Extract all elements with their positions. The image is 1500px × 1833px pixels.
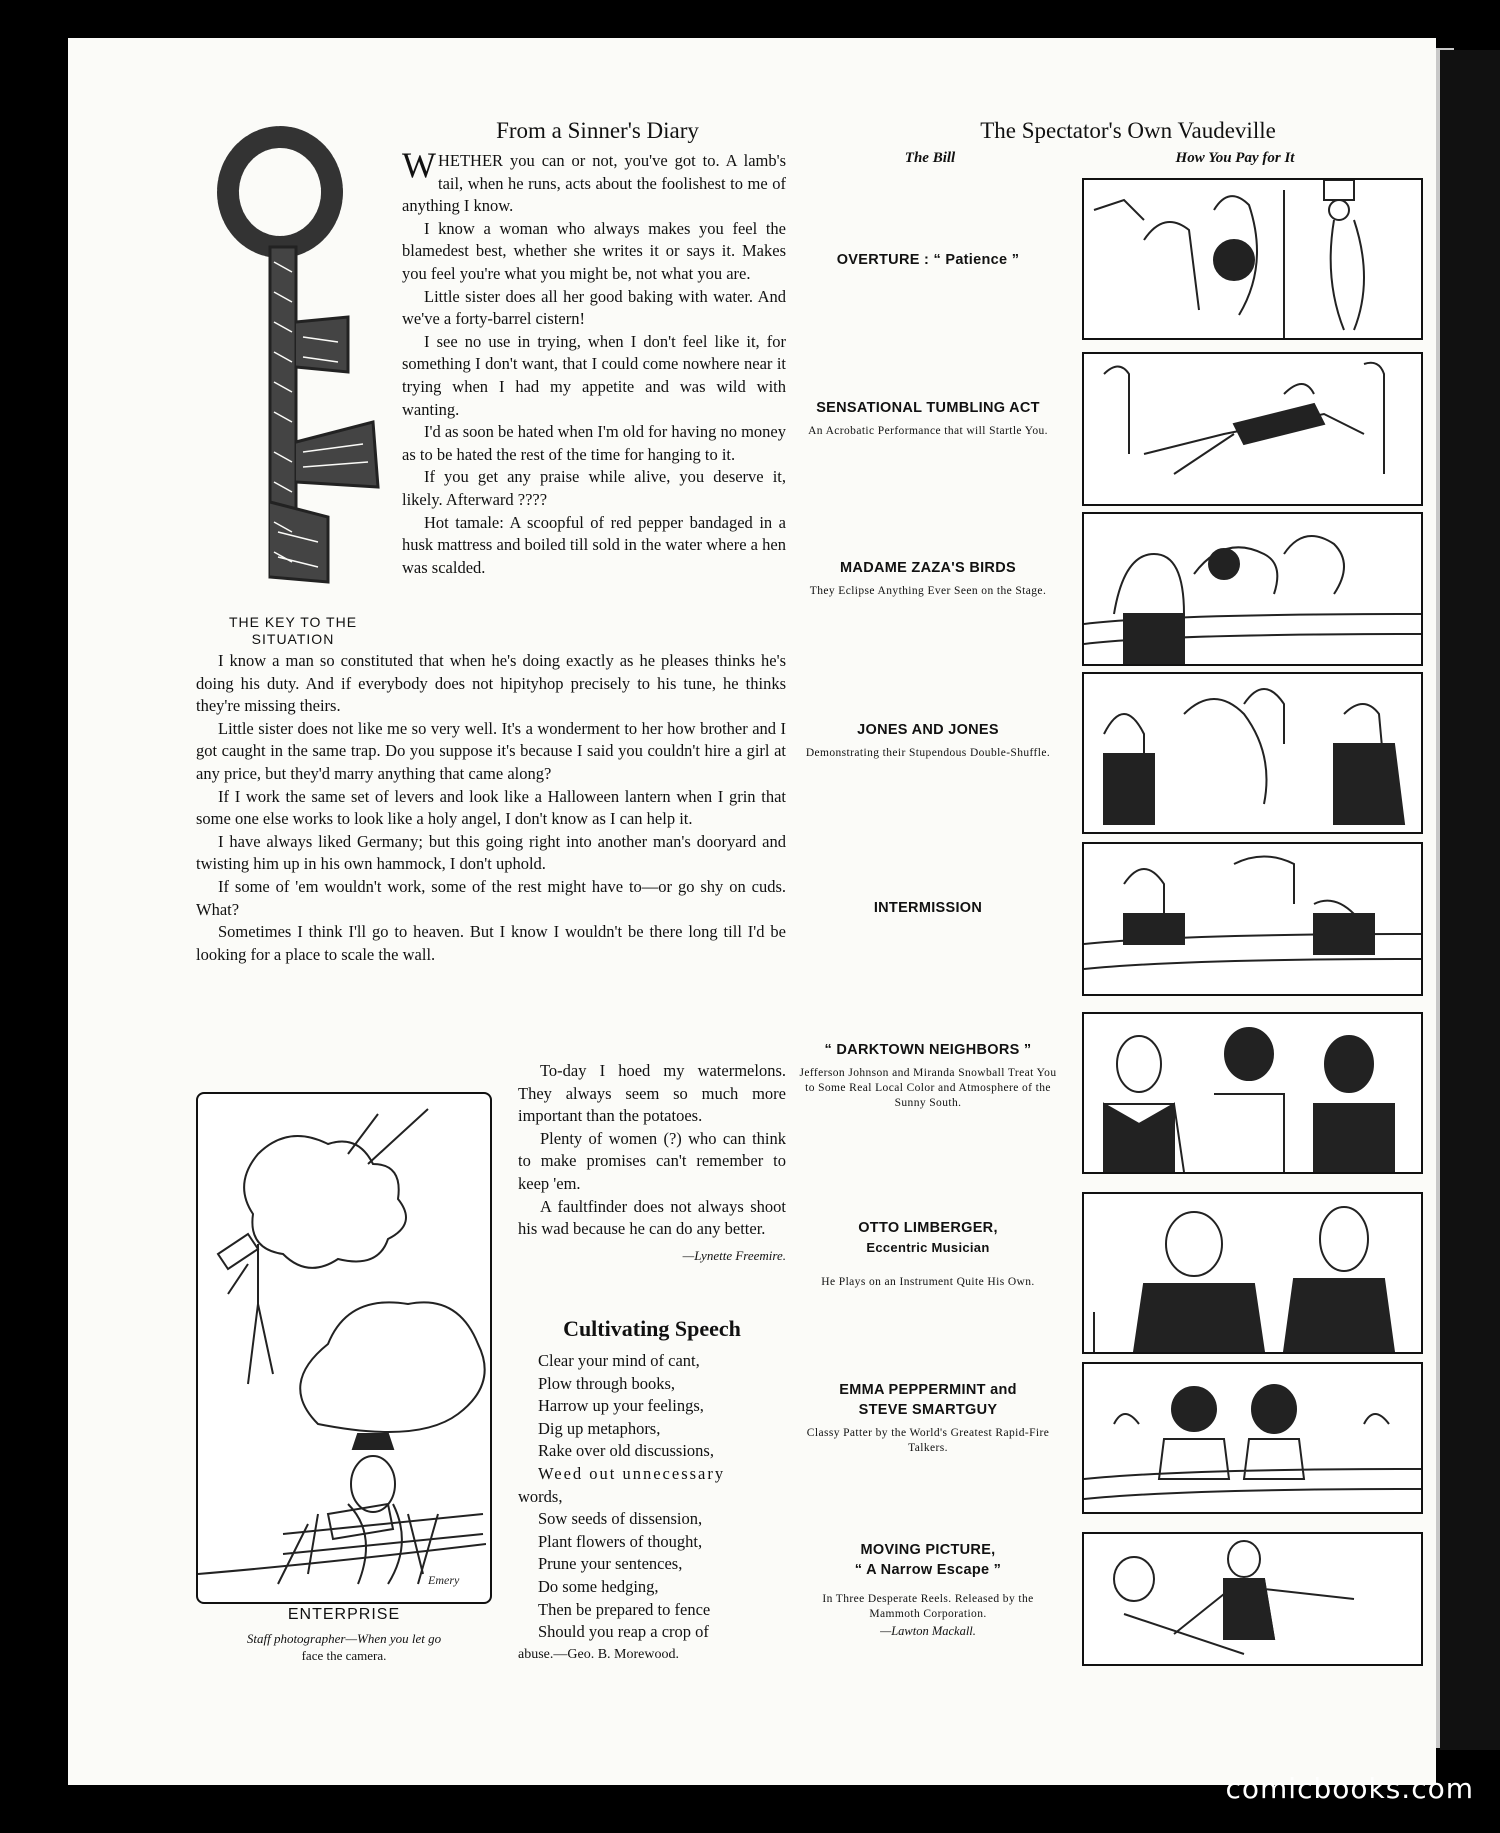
diary-paragraph: To-day I hoed my watermelons. They always seem so much more important than the potatoes.	[518, 1061, 786, 1126]
diary-paragraph: Sometimes I think I'll go to heaven. But I know I wouldn't be there long till I'd be looking for a place to scale the wall.	[196, 922, 786, 964]
diary-paragraph: If I work the same set of levers and look like a Halloween lantern when I grin that some one else works to look like a holy angel, I don't know as I can help it.	[196, 786, 786, 829]
act-jones	[798, 722, 1058, 761]
poem-line: Rake over old discussions,	[538, 1441, 714, 1461]
act-overture	[798, 252, 1058, 268]
drop-cap: W	[402, 145, 436, 185]
panel-tumbling	[1082, 352, 1423, 506]
act-description: He Plays on an Instrument Quite His Own.	[821, 1276, 1035, 1288]
act-description: Classy Patter by the World's Greatest Rapid-Fire Talkers.	[806, 1427, 1050, 1454]
diary-paragraph: If some of 'em wouldn't work, some of the rest might have to—or go shy on cuds. What?	[196, 876, 786, 919]
act-title: MADAME ZAZA'S BIRDS	[840, 560, 1016, 576]
key-caption-line1: THE KEY TO THE	[228, 614, 358, 630]
diary-intro	[402, 145, 786, 579]
act-tumbling	[798, 400, 1058, 439]
diary-paragraph: Hot tamale: A scoopful of red pepper bandaged in a husk mattress and boiled till sold in the water where a hen was scalded.	[402, 512, 786, 577]
wreath-key-illustration	[198, 122, 388, 597]
poem-line: Harrow up your feelings,	[538, 1396, 704, 1416]
act-title: “ DARKTOWN NEIGHBORS ”	[824, 1042, 1032, 1058]
panel-peppermint	[1082, 1362, 1423, 1514]
next-page-edge	[1440, 50, 1500, 1750]
poem-line: Prune your sentences,	[538, 1554, 683, 1574]
panel-darktown	[1082, 1012, 1423, 1174]
act-description: Demonstrating their Stupendous Double-Shuffle.	[805, 747, 1051, 759]
act-description: Jefferson Johnson and Miranda Snowball Treat You to Some Real Local Color and Atmosphere of the Sunny South.	[799, 1067, 1057, 1109]
panel-drawing	[1084, 514, 1421, 664]
panel-drawing	[1084, 674, 1421, 832]
act-title: OTTO LIMBERGER,	[858, 1220, 998, 1236]
diary-paragraph: I know a man so constituted that when he's doing exactly as he pleases thinks he's doing his duty. And if everybody does not hipityhop precisely to his tune, he thinks they're missing theirs.	[196, 651, 786, 716]
panel-drawing	[1084, 1194, 1421, 1352]
panel-otto-limberger	[1082, 1192, 1423, 1354]
act-darktown	[798, 1042, 1058, 1111]
act-description: They Eclipse Anything Ever Seen on the Stage.	[809, 585, 1047, 597]
diary-first-paragraph-text: HETHER you can or not, you've got to. A lamb's tail, when he runs, acts about the foolishest to me of anything I know.	[402, 151, 786, 216]
panel-drawing	[1084, 1014, 1421, 1172]
act-subtitle: STEVE SMARTGUY	[858, 1402, 998, 1418]
act-signature: —Lawton Mackall.	[880, 1624, 976, 1638]
col-header-pay: How You Pay for It	[1175, 150, 1295, 166]
act-zaza-birds	[798, 560, 1058, 599]
diary-paragraph: I see no use in trying, when I don't feel like it, for something I don't want, that I could come nowhere near it trying when I had my appetite and was wild with wanting.	[402, 331, 786, 419]
enterprise-subcaption-line1: Staff photographer—When you let go	[246, 1631, 442, 1646]
act-description: An Acrobatic Performance that will Startle You.	[808, 425, 1048, 437]
act-title: SENSATIONAL TUMBLING ACT	[816, 400, 1040, 416]
poem-line: Should you reap a crop of	[538, 1622, 709, 1642]
panel-drawing	[1084, 844, 1421, 994]
enterprise-cartoon	[196, 1092, 492, 1604]
panel-drawing	[1084, 354, 1421, 504]
enterprise-subcaption	[196, 1630, 492, 1664]
poem-line: abuse.—Geo. B. Morewood.	[518, 1646, 679, 1662]
poem-line: Dig up metaphors,	[538, 1418, 661, 1438]
poem-line: Plant flowers of thought,	[538, 1531, 703, 1551]
diary-paragraph: Little sister does not like me so very well. It's a wonderment to her how brother and I got caught in the same trap. Do you suppose it's because I said you couldn't hire a girl at any price, but they'd marry anything that came along?	[196, 718, 786, 783]
enterprise-subcaption-line2: face the camera.	[301, 1648, 387, 1663]
act-title: MOVING PICTURE,	[860, 1542, 996, 1558]
act-moving-picture	[798, 1542, 1058, 1639]
panel-overture	[1082, 178, 1423, 340]
diary-narrow-text	[518, 1060, 786, 1267]
panel-drawing	[1084, 1534, 1421, 1664]
enterprise-caption-block	[196, 1606, 492, 1664]
col-header-bill: The Bill	[904, 150, 956, 166]
diary-first-paragraph	[402, 145, 786, 218]
poem-line: words,	[518, 1486, 563, 1506]
vaudeville-title: The Spectator's Own Vaudeville	[980, 118, 1276, 143]
diary-title: From a Sinner's Diary	[496, 118, 699, 143]
watermark: comicbooks.com	[1225, 1772, 1474, 1805]
diary-paragraph: Little sister does all her good baking with water. And we've a forty-barrel cistern!	[402, 286, 786, 329]
act-subtitle: “ A Narrow Escape ”	[854, 1562, 1002, 1578]
act-peppermint	[798, 1382, 1058, 1456]
panel-zaza-birds	[1082, 512, 1423, 666]
diary-paragraph: I'd as soon be hated when I'm old for having no money as to be hated the rest of the time for hanging to it.	[402, 422, 786, 464]
diary-paragraph: If you get any praise while alive, you deserve it, likely. Afterward ????	[402, 467, 786, 509]
act-title: JONES AND JONES	[857, 722, 999, 738]
poem-line: Plow through books,	[538, 1373, 676, 1393]
enterprise-drawing	[198, 1094, 486, 1598]
act-title: EMMA PEPPERMINT and	[839, 1382, 1017, 1398]
act-title: OVERTURE : “ Patience ”	[836, 252, 1020, 268]
panel-jones	[1082, 672, 1423, 834]
diary-paragraph: I know a woman who always makes you feel the blamedest best, whether she writes it or says it. Makes you feel you're what you might be, not what you are.	[402, 218, 786, 283]
key-caption-line2: SITUATION	[251, 631, 335, 647]
key-caption	[205, 614, 381, 648]
act-title: INTERMISSION	[873, 900, 983, 916]
enterprise-caption: ENTERPRISE	[287, 1606, 401, 1623]
act-intermission	[798, 900, 1058, 916]
diary-wide-text	[196, 650, 786, 966]
diary-paragraph: I have always liked Germany; but this going right into another man's dooryard and twisting him up in his own hammock, I don't uphold.	[196, 831, 786, 874]
speech-poem	[518, 1350, 786, 1666]
poem-line: Clear your mind of cant,	[538, 1351, 700, 1370]
panel-intermission	[1082, 842, 1423, 996]
diary-paragraph: Plenty of women (?) who can think to make promises can't remember to keep 'em.	[518, 1128, 786, 1193]
poem-line: Sow seeds of dissension,	[538, 1509, 703, 1529]
panel-moving-picture	[1082, 1532, 1423, 1666]
poem-line: Then be prepared to fence	[538, 1599, 711, 1619]
speech-title: Cultivating Speech	[563, 1316, 741, 1341]
panel-drawing	[1084, 1364, 1421, 1512]
panel-drawing	[1084, 180, 1421, 338]
diary-signature: —Lynette Freemire.	[682, 1247, 786, 1263]
diary-paragraph: A faultfinder does not always shoot his wad because he can do any better.	[518, 1196, 786, 1239]
enterprise-signature: Emery	[428, 1573, 460, 1587]
poem-line: Weed out unnecessary	[538, 1463, 726, 1483]
poem-line: Do some hedging,	[538, 1576, 659, 1596]
act-description: In Three Desperate Reels. Released by the Mammoth Corporation.	[822, 1593, 1034, 1620]
act-subtitle: Eccentric Musician	[866, 1240, 990, 1255]
act-otto-limberger	[798, 1220, 1058, 1290]
